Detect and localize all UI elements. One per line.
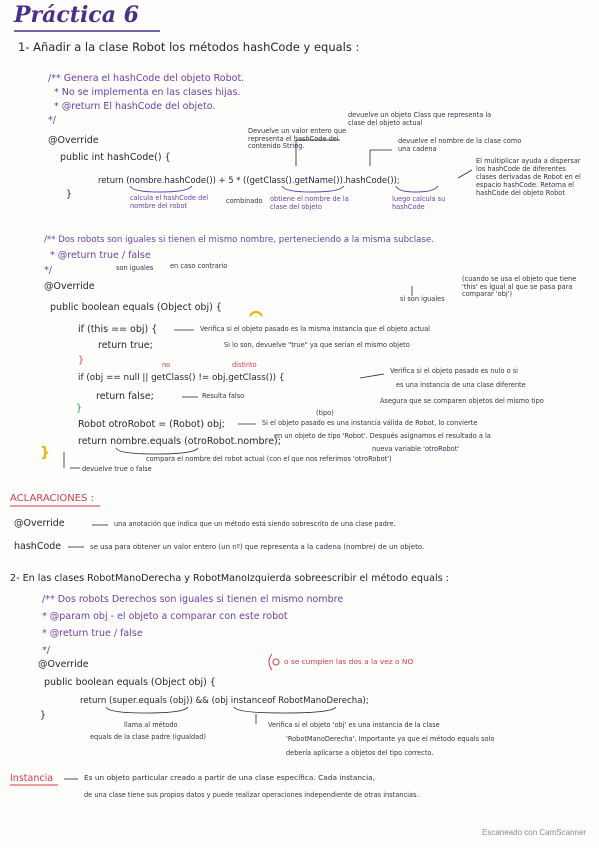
if2-no-mark: no <box>162 361 171 369</box>
if2-return: return false; <box>96 391 154 402</box>
compara-brace <box>116 448 198 454</box>
equals-return: return nombre.equals (otroRobot.nombre); <box>78 436 281 447</box>
tipo-note: (tipo) <box>316 409 334 417</box>
hash-doc-3: * @return El hashCode del objeto. <box>54 101 216 112</box>
equals-doc-2: * @return true / false <box>50 250 151 261</box>
if2-note-2: es una instancia de una clase diferente <box>396 381 526 389</box>
s2-note-o: o se cumplen las dos a la vez o NO <box>284 657 414 666</box>
arrow-multiply <box>458 170 472 178</box>
hash-brace <box>396 186 438 192</box>
aclaraciones-hash-text: se usa para obtener un valor entero (un nº) que representa a la cadena (nombre) de un objeto. <box>90 543 425 551</box>
s2-signature: public boolean equals (Object obj) { <box>44 677 216 688</box>
s2-note-llama-1: llama al método <box>124 721 178 729</box>
note-multiply: El multiplicar ayuda a dispersar los hashCode de diferentes clases derivadas de Robot en el espacio hashCode. Retorna el hashCode del objeto Robot <box>476 157 581 197</box>
if2-distinto-mark: distinto <box>232 361 257 369</box>
equals-doc-note-iguales: son iguales <box>116 264 154 272</box>
note-nombre-hash: calcula el hashCode del nombre del robot <box>130 194 209 210</box>
instancia-text-2: de una clase tiene sus propios datos y puede realizar operaciones independiente de otras instancias. <box>84 791 419 799</box>
aclaraciones-override-label: @Override <box>14 518 65 529</box>
instancia-text-1: Es un objeto particular creado a partir de una clase específica. Cada instancia, <box>84 773 376 782</box>
equals-signature: public boolean equals (Object obj) { <box>50 302 222 313</box>
override-annotation-2: @Override <box>44 281 95 292</box>
equals-doc-1: /** Dos robots son iguales si tienen el mismo nombre, perteneciendo a la misma subclase. <box>44 235 434 245</box>
robot-note-3: nueva variable 'otroRobot' <box>372 445 460 453</box>
if2-note-3: Asegura que se comparen objetos del mismo tipo <box>380 397 544 405</box>
hash-doc-4: */ <box>48 115 56 126</box>
if1-note: Verifica si el objeto pasado es la misma instancia que el objeto actual <box>200 325 430 333</box>
instanceof-brace <box>234 707 336 713</box>
if1-close-brace: } <box>78 355 85 366</box>
s2-note-verif-2: 'RobotManoDerecha'. Importante ya que el método equals solo <box>286 735 495 743</box>
nombre-hash-brace <box>130 186 192 192</box>
note-luego-calcula: luego calcula su hashCode <box>392 195 446 211</box>
equals-open-brace-mark <box>250 312 262 316</box>
aclaraciones-hash-label: hashCode <box>14 541 62 552</box>
if1-note2: Si lo son, devuelve "true" ya que serían el mismo objeto <box>224 341 410 349</box>
hashcode-close-brace: } <box>66 189 73 200</box>
s2-override: @Override <box>38 659 89 670</box>
getname-brace <box>282 186 344 192</box>
aclaraciones-heading: ACLARACIONES : <box>10 493 94 504</box>
hash-doc-2: * No se implementa en las clases hijas. <box>54 87 241 98</box>
override-annotation-1: @Override <box>48 135 99 146</box>
if2-close-brace: } <box>76 403 83 414</box>
s2-return: return (super.equals (obj)) && (obj instanceof RobotManoDerecha); <box>80 696 369 706</box>
hash-doc-1: /** Genera el hashCode del objeto Robot. <box>48 73 245 84</box>
note-si-son-iguales: si son iguales <box>400 295 445 303</box>
super-equals-brace <box>106 707 188 713</box>
if2-note-1: Verifica si el objeto pasado es nulo o si <box>390 367 519 375</box>
equals-doc-3: */ <box>44 265 52 276</box>
equals-doc-note-contrario: en caso contrario <box>170 262 228 270</box>
note-this: (cuando se usa el objeto que tiene 'this' es igual al que se pasa para comparar 'obj') <box>462 275 577 299</box>
note-obtiene-nombre: obtiene el nombre de la clase del objeto <box>270 195 349 211</box>
scanner-footer: Escaneado con CamScanner <box>482 828 587 837</box>
s2-doc-1: /** Dos robots Derechos son iguales si tienen el mismo nombre <box>42 594 344 605</box>
if1-return: return true; <box>98 340 153 351</box>
s2-close-brace: } <box>40 710 47 721</box>
s2-doc-2: * @param obj - el objeto a comparar con este robot <box>42 611 288 622</box>
s2-note-llama-2: equals de la clase padre (igualdad) <box>90 733 206 741</box>
s2-note-verif-1: Verifica si el objeto 'obj' es una instancia de la clase <box>268 721 440 729</box>
page-title: Práctica 6 <box>14 2 139 28</box>
hashcode-return: return (nombre.hashCode()) + 5 * ((getClass().getName()).hashCode()); <box>98 175 400 185</box>
robot-cast-line: Robot otroRobot = (Robot) obj; <box>78 419 225 430</box>
and-curve-mark <box>269 654 272 670</box>
compara-note: compara el nombre del robot actual (con el que nos referimos 'otroRobot') <box>146 455 392 463</box>
if2-return-note: Resulta falso <box>202 392 245 400</box>
section1-heading: 1- Añadir a la clase Robot los métodos hashCode y equals : <box>18 40 360 54</box>
s2-doc-3: * @return true / false <box>42 628 143 639</box>
robot-note-1: Si el objeto pasado es una instancia válida de Robot, lo convierte <box>262 419 478 427</box>
if-null-or-class: if (obj == null || getClass() != obj.getClass()) { <box>78 373 285 383</box>
and-circle-mark <box>273 659 279 665</box>
aclaraciones-override-text: una anotación que indica que un método está siendo sobrescrito de una clase padre. <box>114 520 396 528</box>
equals-close-brace: } <box>40 445 50 461</box>
note-class-name: devuelve el nombre de la clase como una cadena <box>398 137 522 153</box>
devuelve-note: devuelve true o false <box>82 465 152 473</box>
note-combinado: combinado <box>226 197 263 205</box>
if-same-instance: if (this == obj) { <box>78 324 158 335</box>
section2-heading: 2- En las clases RobotManoDerecha y RobotManoIzquierda sobreescribir el método equals : <box>10 573 449 584</box>
s2-doc-4: */ <box>42 645 50 656</box>
s2-note-verif-3: debería aplicarse a objetos del tipo correcto. <box>286 749 434 757</box>
hashcode-signature: public int hashCode() { <box>60 152 171 163</box>
note-class-object: devuelve un objeto Class que representa la clase del objeto actual <box>348 111 492 127</box>
arrow-if2 <box>360 374 384 378</box>
instancia-label: Instancia <box>10 773 54 784</box>
robot-note-2: en un objeto de tipo 'Robot'. Después asignamos el resultado a la <box>274 432 491 440</box>
note-string-hash: Devuelve un valor entero que representa el hashCode del contenido String. <box>248 127 347 151</box>
